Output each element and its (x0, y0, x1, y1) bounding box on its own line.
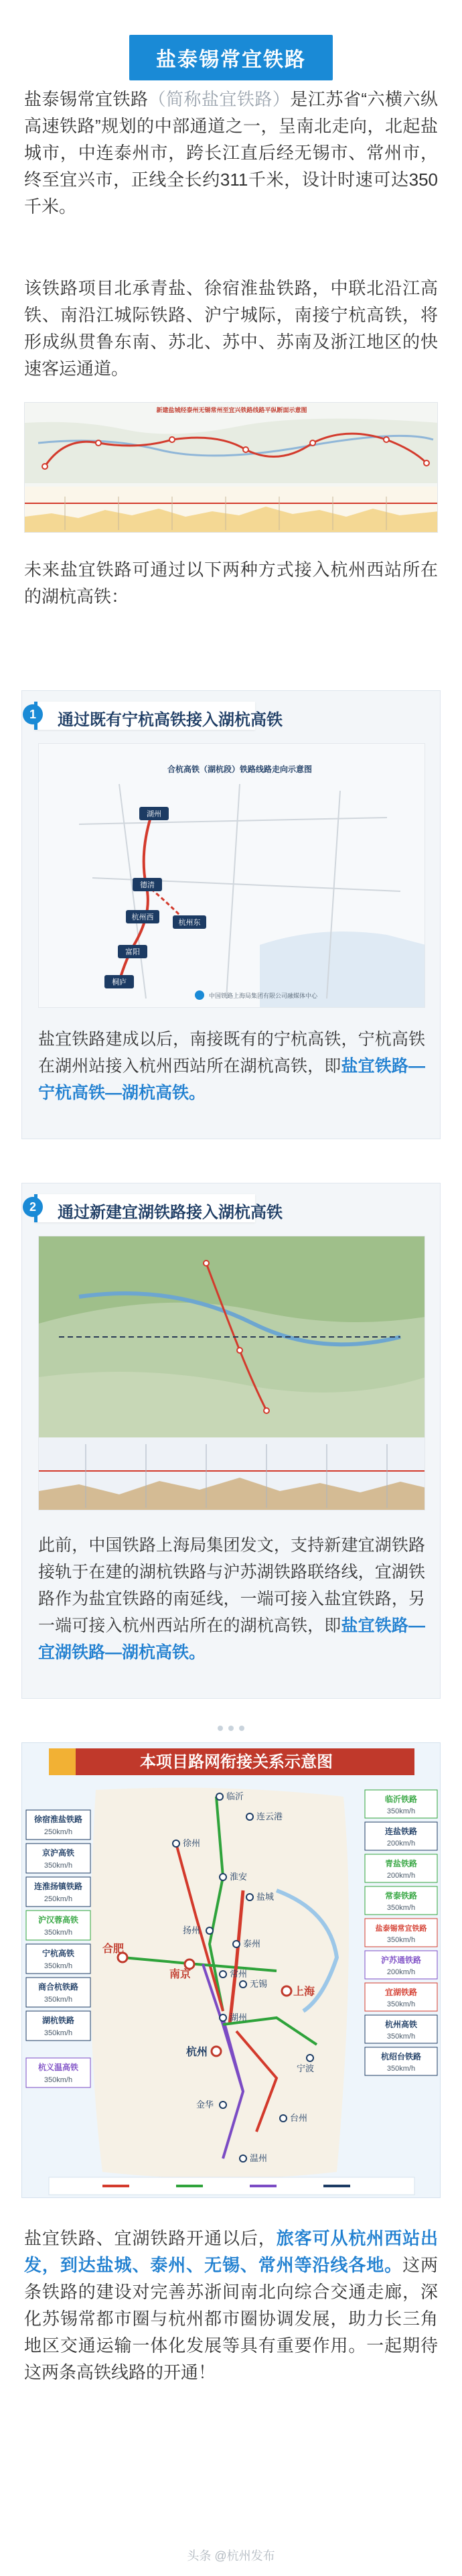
option-card-1-text (38, 1026, 425, 1106)
hu-hang-route-map (38, 743, 425, 1008)
city-shanghai (282, 1985, 315, 1998)
svg-text:无锡: 无锡 (250, 1979, 268, 1989)
option-card-1-route: 盐宜铁路—宁杭高铁—湖杭高铁。 (38, 1057, 425, 1102)
svg-text:盐城: 盐城 (256, 1892, 275, 1902)
svg-text:商合杭铁路: 商合杭铁路 (37, 1982, 79, 1992)
line-label (26, 1978, 90, 2007)
route-profile-svg (25, 403, 438, 533)
city-hangzhou (186, 2045, 221, 2058)
svg-text:德清: 德清 (140, 881, 155, 889)
svg-text:沪汉蓉高铁: 沪汉蓉高铁 (37, 1915, 79, 1925)
intro-alias: （简称盐宜铁路） (148, 89, 291, 109)
source-watermark: 头条 @杭州发布 (187, 2549, 275, 2563)
svg-text:徐宿淮盐铁路: 徐宿淮盐铁路 (33, 1815, 83, 1824)
page-title-wrap (0, 35, 462, 80)
option-card-2 (21, 1183, 441, 1699)
line-label (26, 1844, 90, 1873)
svg-text:临沂铁路: 临沂铁路 (384, 1795, 418, 1804)
line-label (365, 1951, 437, 1979)
line-label (365, 1854, 437, 1882)
svg-text:京沪高铁: 京沪高铁 (42, 1848, 75, 1858)
svg-text:湖杭铁路: 湖杭铁路 (42, 2016, 75, 2025)
station-hangzhou-east (173, 915, 206, 929)
city-taizhou-zj (280, 2113, 307, 2123)
option-card-1-header (29, 702, 283, 730)
station-deqing (133, 878, 162, 891)
route-connections-paragraph: 该铁路项目北承青盐、徐宿淮盐铁路，中联北沿江高铁、南沿江城际铁路、沪宁城际，南接宁杭高铁，将形成纵贯鲁东南、苏北、苏中、苏南及浙江地区的快速客运通道。 (24, 278, 438, 379)
city-xuzhou (173, 1838, 200, 1848)
svg-text:扬州: 扬州 (183, 1925, 201, 1935)
option-number-badge: 2 (23, 1197, 43, 1217)
station-fuyang (118, 945, 147, 958)
line-label (26, 2011, 90, 2041)
svg-text:上海: 上海 (293, 1986, 315, 1998)
svg-text:湖州: 湖州 (230, 2012, 248, 2022)
network-diagram-svg (22, 1743, 441, 2198)
route-profile-title: 新建盐城经泰州无锡常州至宜兴铁路线路平纵断面示意图 (156, 407, 307, 413)
line-label (26, 1944, 90, 1974)
svg-text:富阳: 富阳 (125, 948, 140, 956)
option-card-2-header (29, 1194, 283, 1222)
svg-text:泰州: 泰州 (243, 1939, 261, 1949)
station-hangzhou-west (126, 910, 159, 923)
option-card-1 (21, 690, 441, 1139)
svg-text:350km/h: 350km/h (44, 2076, 73, 2084)
svg-text:350km/h: 350km/h (386, 2065, 416, 2073)
divider-dot (239, 1726, 244, 1731)
option-number-badge: 1 (23, 704, 43, 724)
page-title: 盐泰锡常宜铁路 (129, 35, 333, 80)
divider-dot (228, 1726, 234, 1731)
svg-text:350km/h: 350km/h (44, 1929, 73, 1937)
city-taizhou-js (233, 1939, 260, 1949)
option-card-1-body: 盐宜铁路建成以后，南接既有的宁杭高铁，宁杭高铁在湖州站接入杭州西站所在湖杭高铁，即 (38, 1030, 425, 1076)
svg-text:杭州高铁: 杭州高铁 (384, 2020, 418, 2029)
svg-text:杭州: 杭州 (186, 2047, 208, 2058)
svg-text:合肥: 合肥 (102, 1943, 125, 1955)
option-card-1-title: 通过既有宁杭高铁接入湖杭高铁 (58, 711, 283, 729)
station-huzhou (139, 807, 169, 820)
svg-text:连盐铁路: 连盐铁路 (384, 1827, 418, 1836)
right-line-labels (365, 1790, 437, 2075)
svg-text:宁波: 宁波 (297, 2063, 315, 2073)
svg-text:湖州: 湖州 (147, 810, 161, 818)
line-label (26, 2058, 90, 2087)
option-card-2-body: 此前，中国铁路上海局集团发文，支持新建宜湖铁路接轨于在建的湖杭铁路与沪苏湖铁路联络线，宜湖铁路作为盐宜铁路的南延线，一端可接入盐宜铁路，另一端可接入杭州西站所在的湖杭高铁，即 (38, 1536, 425, 1635)
svg-text:南京: 南京 (169, 1969, 191, 1980)
city-wuxi (240, 1979, 267, 1989)
line-label (26, 1877, 90, 1907)
svg-text:常泰铁路: 常泰铁路 (384, 1891, 418, 1901)
line-label (365, 1822, 437, 1850)
svg-text:200km/h: 200km/h (386, 1968, 416, 1976)
svg-text:250km/h: 250km/h (44, 1828, 73, 1836)
line-label (365, 2047, 437, 2075)
line-label (365, 1983, 437, 2011)
hu-hang-map-credit: 中国铁路上海局集团有限公司融媒体中心 (209, 992, 318, 999)
network-diagram (21, 1742, 441, 2198)
svg-text:350km/h: 350km/h (386, 1936, 416, 1944)
divider-dots (0, 1722, 462, 1734)
svg-text:350km/h: 350km/h (386, 1807, 416, 1815)
conclusion-paragraph (24, 2225, 438, 2386)
line-label (365, 1886, 437, 1915)
svg-text:350km/h: 350km/h (386, 1904, 416, 1912)
svg-text:250km/h: 250km/h (44, 1895, 73, 1903)
conclusion-highlight: 旅客可从杭州西站出发，到达盐城、泰州、无锡、常州等沿线各地。 (24, 2228, 438, 2275)
svg-text:350km/h: 350km/h (386, 2033, 416, 2041)
svg-text:350km/h: 350km/h (44, 1962, 73, 1970)
svg-text:350km/h: 350km/h (44, 1996, 73, 2004)
svg-text:常州: 常州 (230, 1969, 248, 1979)
svg-text:200km/h: 200km/h (386, 1840, 416, 1848)
svg-text:宜湖铁路: 宜湖铁路 (384, 1988, 418, 1997)
svg-text:杭州东: 杭州东 (178, 919, 201, 927)
svg-text:青盐铁路: 青盐铁路 (384, 1859, 418, 1868)
svg-text:温州: 温州 (250, 2153, 268, 2163)
svg-text:杭州西: 杭州西 (131, 913, 154, 921)
city-huaian (220, 1872, 247, 1882)
svg-text:沪苏通铁路: 沪苏通铁路 (380, 1955, 422, 1965)
intro-text: 是江苏省“六横六纵高速铁路”规划的中部通道之一，呈南北走向，北起盐城市，中连泰州市，跨长江直后经无锡市、常州市，终至宜兴市，正线全长约311千米，设计时速可达350千米。 (24, 89, 438, 216)
svg-text:350km/h: 350km/h (44, 1862, 73, 1870)
svg-text:淮安: 淮安 (230, 1872, 248, 1882)
city-wenzhou (240, 2153, 267, 2163)
railway-logo-icon (195, 990, 204, 1000)
station-tonglu (104, 975, 134, 988)
option-card-2-text (38, 1532, 425, 1666)
option-card-2-title: 通过新建宜湖铁路接入湖杭高铁 (58, 1204, 283, 1222)
svg-text:盐泰锡常宜铁路: 盐泰锡常宜铁路 (375, 1925, 427, 1933)
svg-text:桐庐: 桐庐 (112, 978, 127, 986)
line-label (26, 1810, 90, 1840)
yi-hu-route-map (38, 1236, 425, 1510)
line-label (26, 1911, 90, 1940)
svg-text:350km/h: 350km/h (44, 2029, 73, 2037)
svg-text:杭绍台铁路: 杭绍台铁路 (380, 2052, 422, 2061)
intro-paragraph (24, 86, 438, 220)
svg-text:金华: 金华 (196, 2100, 214, 2110)
option-card-2-route: 盐宜铁路—宜湖铁路—湖杭高铁。 (38, 1616, 425, 1662)
divider-dot (218, 1726, 223, 1731)
access-intro-paragraph: 未来盐宜铁路可通过以下两种方式接入杭州西站所在的湖杭高铁： (24, 560, 438, 606)
svg-text:连淮扬镇铁路: 连淮扬镇铁路 (33, 1882, 83, 1891)
city-changzhou (220, 1969, 247, 1979)
svg-text:宁杭高铁: 宁杭高铁 (42, 1949, 75, 1958)
svg-text:350km/h: 350km/h (386, 2000, 416, 2008)
svg-text:临沂: 临沂 (226, 1791, 244, 1801)
svg-text:杭义温高铁: 杭义温高铁 (37, 2063, 79, 2072)
intro-name: 盐泰锡常宜铁路 (24, 89, 149, 109)
line-label (365, 2015, 437, 2043)
svg-text:徐州: 徐州 (183, 1838, 201, 1848)
city-huzhou (220, 2012, 247, 2022)
route-profile-figure (24, 402, 438, 533)
city-linyi (216, 1791, 244, 1801)
hu-hang-map-title: 合杭高铁（湖杭段）铁路线路走向示意图 (167, 765, 313, 774)
conclusion-prefix: 盐宜铁路、宜湖铁路开通以后， (24, 2228, 277, 2248)
yi-hu-map-svg (39, 1236, 425, 1510)
network-diagram-title: 本项目路网衔接关系示意图 (140, 1753, 333, 1771)
svg-text:连云港: 连云港 (256, 1811, 283, 1821)
hu-hang-map-svg (39, 744, 425, 1008)
svg-text:200km/h: 200km/h (386, 1872, 416, 1880)
city-yancheng (246, 1892, 274, 1902)
line-label (365, 1790, 437, 1818)
conclusion-suffix: 这两条铁路的建设对完善苏浙间南北向综合交通走廊，深化苏锡常都市圈与杭州都市圈协调发展，助力长三角地区交通运输一体化发展等具有重要作用。一起期待这两条高铁线路的开通！ (24, 2255, 438, 2382)
svg-text:台州: 台州 (290, 2113, 308, 2123)
line-label (365, 1919, 437, 1947)
